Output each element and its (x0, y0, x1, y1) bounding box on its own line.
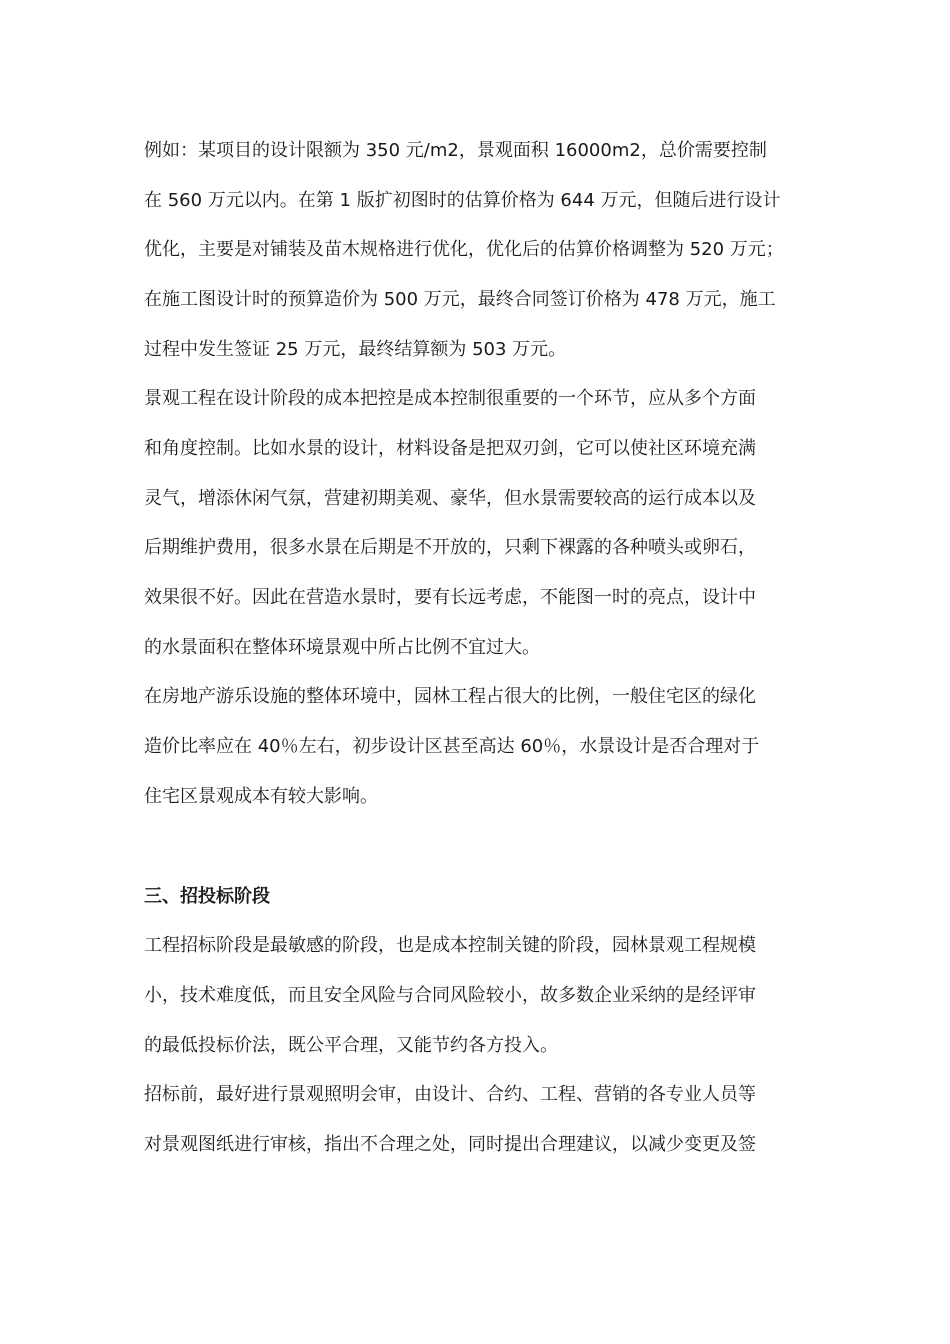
text-line: 和角度控制。比如水景的设计，材料设备是把双刃剑，它可以使社区环境充满 (144, 438, 756, 459)
text-line: 的水景面积在整体环境景观中所占比例不宜过大。 (144, 637, 540, 658)
text-line: 小，技术难度低，而且安全风险与合同风险较小，故多数企业采纳的是经评审 (144, 985, 756, 1006)
section-heading: 三、招投标阶段 (144, 886, 270, 907)
text-line: 造价比率应在 40％左右，初步设计区甚至高达 60％，水景设计是否合理对于 (144, 736, 760, 757)
text-line: 在房地产游乐设施的整体环境中，园林工程占很大的比例，一般住宅区的绿化 (144, 686, 756, 707)
text-line: 景观工程在设计阶段的成本把控是成本控制很重要的一个环节，应从多个方面 (144, 388, 756, 409)
text-line: 优化，主要是对铺装及苗木规格进行优化，优化后的估算价格调整为 520 万元； (144, 239, 784, 260)
text-line: 在 560 万元以内。在第 1 版扩初图时的估算价格为 644 万元，但随后进行设计 (144, 190, 781, 211)
text-line: 招标前，最好进行景观照明会审，由设计、合约、工程、营销的各专业人员等 (144, 1084, 756, 1105)
text-line: 例如：某项目的设计限额为 350 元/m2，景观面积 16000m2，总价需要控制 (144, 140, 767, 161)
text-line: 住宅区景观成本有较大影响。 (144, 786, 378, 807)
text-line: 效果很不好。因此在营造水景时，要有长远考虑，不能图一时的亮点，设计中 (144, 587, 756, 608)
text-line: 工程招标阶段是最敏感的阶段，也是成本控制关键的阶段，园林景观工程规模 (144, 935, 756, 956)
text-line: 过程中发生签证 25 万元，最终结算额为 503 万元。 (144, 339, 567, 360)
text-line: 的最低投标价法，既公平合理，又能节约各方投入。 (144, 1035, 558, 1056)
text-line: 对景观图纸进行审核，指出不合理之处，同时提出合理建议，以减少变更及签 (144, 1134, 756, 1155)
text-line: 后期维护费用，很多水景在后期是不开放的，只剩下裸露的各种喷头或卵石， (144, 537, 756, 558)
text-line: 在施工图设计时的预算造价为 500 万元，最终合同签订价格为 478 万元，施工 (144, 289, 776, 310)
text-line: 灵气，增添休闲气氛，营建初期美观、豪华，但水景需要较高的运行成本以及 (144, 488, 756, 509)
